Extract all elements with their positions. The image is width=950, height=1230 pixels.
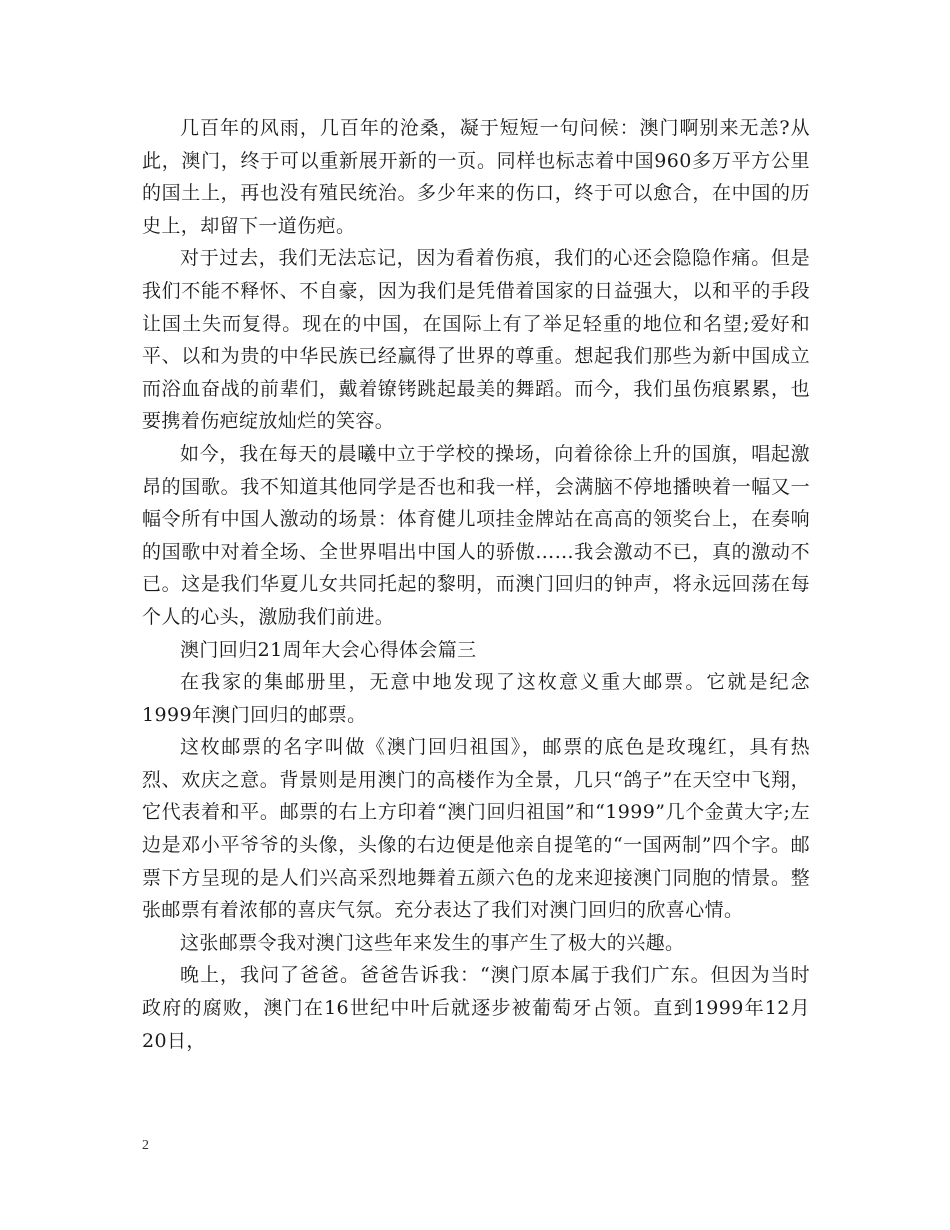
paragraph-6: 这张邮票令我对澳门这些年来发生的事产生了极大的兴趣。 <box>180 931 685 954</box>
paragraph-3: 如今，我在每天的晨曦中立于学校的操场，向着徐徐上升的国旗，唱起激昂的国歌。我不知道其他同学是否也和我一样，会满脑不停地播映着一幅又一幅令所有中国人激动的场景：体育健儿项挂金牌站在高高的领奖台上，在奏响的国歌中对着全场、全世界唱出中国人的骄傲……我会激动不已，真的激动不已。这是我们华夏儿女共同托起的黎明，而澳门回归的钟声，将永远回荡在每个人的心头，激励我们前进。 <box>142 442 810 628</box>
document-body <box>142 112 810 1057</box>
section-heading: 澳门回归21周年大会心得体会篇三 <box>180 638 477 661</box>
paragraph-7: 晚上，我问了爸爸。爸爸告诉我：“澳门原本属于我们广东。但因为当时政府的腐败，澳门在16世纪中叶后就逐步被葡萄牙占领。直到1999年12月20日， <box>142 964 810 1052</box>
page-number: 2 <box>142 1138 149 1153</box>
paragraph-2: 对于过去，我们无法忘记，因为看着伤痕，我们的心还会隐隐作痛。但是我们不能不释怀、不自豪，因为我们是凭借着国家的日益强大，以和平的手段让国土失而复得。现在的中国，在国际上有了举足轻重的地位和名望;爱好和平、以和为贵的中华民族已经赢得了世界的尊重。想起我们那些为新中国成立而浴血奋战的前辈们，戴着镣铐跳起最美的舞蹈。而今，我们虽伤痕累累，也要携着伤疤绽放灿烂的笑容。 <box>142 247 810 433</box>
paragraph-1: 几百年的风雨，几百年的沧桑，凝于短短一句问候：澳门啊别来无恙?从此，澳门，终于可以重新展开新的一页。同样也标志着中国960多万平方公里的国土上，再也没有殖民统治。多少年来的伤口，终于可以愈合，在中国的历史上，却留下一道伤疤。 <box>142 117 810 237</box>
paragraph-4: 在我家的集邮册里，无意中地发现了这枚意义重大邮票。它就是纪念1999年澳门回归的邮票。 <box>142 671 810 726</box>
paragraph-5: 这枚邮票的名字叫做《澳门回归祖国》，邮票的底色是玫瑰红，具有热烈、欢庆之意。背景则是用澳门的高楼作为全景，几只“鸽子”在天空中飞翔，它代表着和平。邮票的右上方印着“澳门回归祖国”和“1999”几个金黄大字;左边是邓小平爷爷的头像，头像的右边便是他亲自提笔的“一国两制”四个字。邮票下方呈现的是人们兴高采烈地舞着五颜六色的龙来迎接澳门同胞的情景。整张邮票有着浓郁的喜庆气氛。充分表达了我们对澳门回归的欣喜心情。 <box>142 736 810 922</box>
